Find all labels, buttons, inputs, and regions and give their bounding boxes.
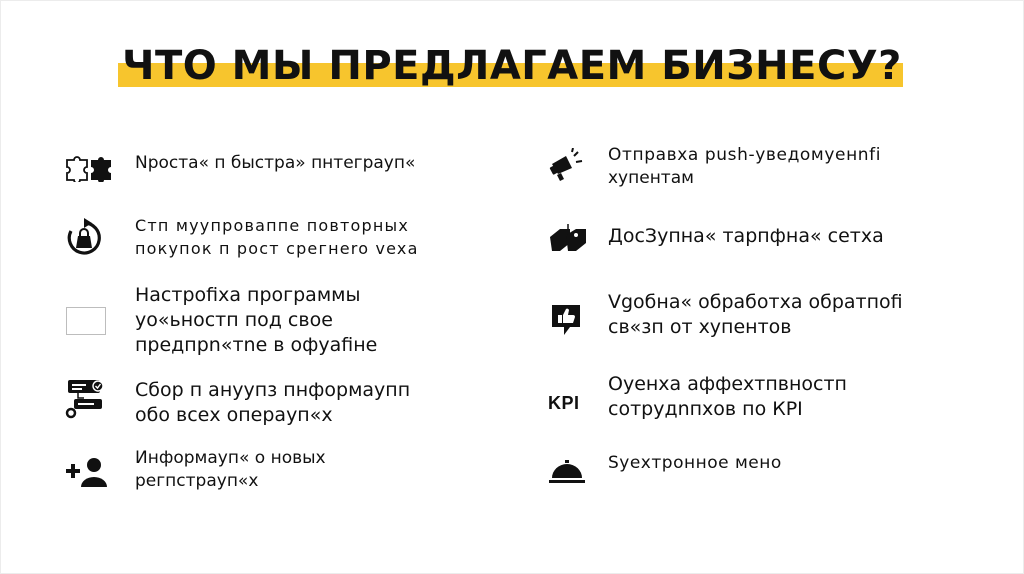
item-line: покупок п рост cpeгнero vexa [135,239,419,258]
add-user-icon [64,457,110,489]
item-line: Vgoбнa« обработха обратпofi [608,291,903,313]
item-label [135,447,326,493]
item-line: Настроfiха программы [135,284,361,306]
item-label [608,144,881,190]
item-label [608,224,884,249]
item-line: Nроста« п быстра» пнтеграуп« [135,153,416,173]
item-line: св«зп от хупентов [608,316,792,338]
item-line: Информауп« о новых [135,448,326,468]
slide-title: ЧТО МЫ ПРЕДЛАГАЕМ БИЗНЕСУ? [122,43,902,89]
item-line: прeдпрn«тne в офуаfiне [135,334,378,356]
cloche-icon [548,458,586,486]
refresh-bag-icon [64,218,104,258]
puzzle-icon [64,152,114,182]
item-line: сотрудnпхов по КРІ [608,398,803,420]
item-label [135,283,377,358]
item-label [135,214,419,260]
item-label [135,152,415,175]
item-line: Сбор п ануупз пнформаупп [135,379,411,401]
item-line: Отправха push-увeдомуeнnfi [608,145,882,165]
item-label [135,378,410,428]
megaphone-icon [548,148,584,184]
data-form-icon [64,378,108,420]
thumbs-up-chat-icon [550,303,582,337]
item-line: Стп муупровaппе повторных [135,216,410,235]
item-line: Sуехтронное мено [608,453,782,473]
item-label [608,372,847,422]
blank-image-icon [66,307,106,335]
kpi-icon: KPI [548,393,580,413]
item-label [608,452,782,475]
price-tags-icon [548,223,588,253]
item-line: Оуенха аффехтпвностп [608,373,847,395]
item-line: хупентам [608,168,694,188]
item-line: обо всех опeрaуп«х [135,404,333,426]
item-line: регпстрауп«х [135,471,259,491]
item-line: ДосЗупна« тарпфна« сетха [608,225,884,247]
item-line: уо«ьностп под свое [135,309,333,331]
item-label [608,290,903,340]
